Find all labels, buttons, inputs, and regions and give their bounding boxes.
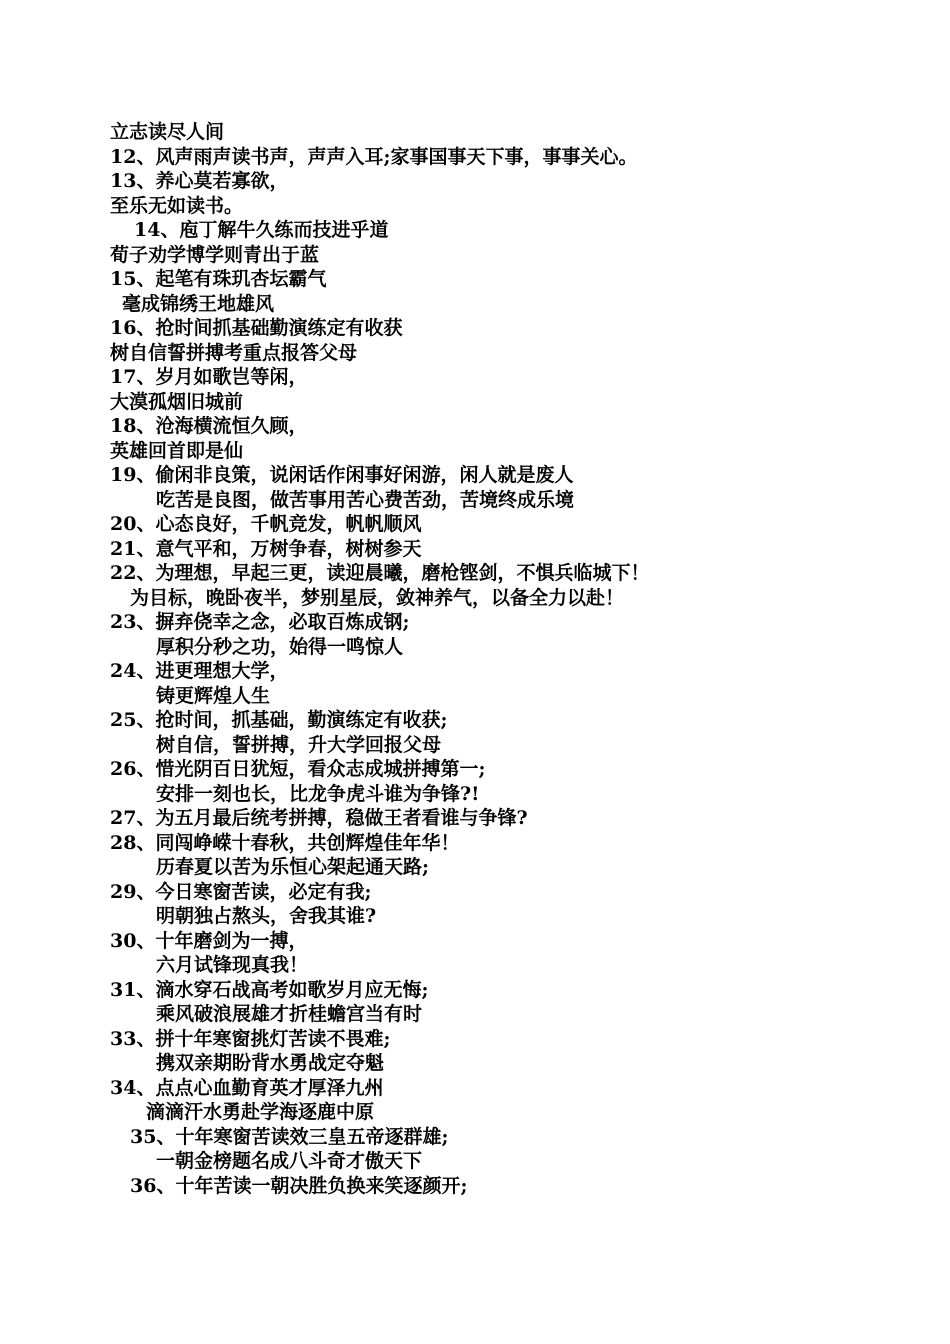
text-line: 31、滴水穿石战高考如歌岁月应无悔; <box>110 978 429 1001</box>
text-line: 六月试锋现真我！ <box>156 954 309 976</box>
text-line: 携双亲期盼背水勇战定夺魁 <box>156 1052 385 1074</box>
text-line: 22、为理想，早起三更，读迎晨曦，磨枪铿剑，不惧兵临城下！ <box>110 562 650 584</box>
text-line: 13、养心莫若寡欲， <box>110 170 289 192</box>
text-line: 34、点点心血勤育英才厚泽九州 <box>110 1076 384 1099</box>
text-line: 立志读尽人间 <box>110 121 225 143</box>
text-line: 23、摒弃侥幸之念，必取百炼成钢; <box>110 611 410 633</box>
text-line: 明朝独占熬头，舍我其谁? <box>156 905 377 927</box>
text-line: 大漠孤烟旧城前 <box>110 390 244 413</box>
text-line: 26、惜光阴百日犹短，看众志成城拼搏第一; <box>110 758 486 780</box>
text-line: 吃苦是良图，做苦事用苦心费苦劲，苦境终成乐境 <box>156 488 575 511</box>
text-line: 12、风声雨声读书声，声声入耳;家事国事天下事，事事关心。 <box>110 145 638 168</box>
text-line: 27、为五月最后统考拼搏，稳做王者看谁与争锋? <box>110 807 528 829</box>
text-line: 乘风破浪展雄才折桂蟾宫当有时 <box>156 1003 423 1025</box>
document-body <box>110 120 910 1198</box>
text-line: 18、沧海横流恒久顾， <box>110 415 308 437</box>
text-line: 16、抢时间抓基础勤演练定有收获 <box>110 317 403 339</box>
text-line: 安排一刻也长，比龙争虎斗谁为争锋?! <box>156 782 480 805</box>
text-line: 24、进更理想大学， <box>110 660 289 682</box>
text-line: 17、岁月如歌岂等闲， <box>110 366 308 388</box>
text-line: 厚积分秒之功，始得一鸣惊人 <box>156 635 404 658</box>
text-line: 30、十年磨剑为一搏， <box>110 929 308 952</box>
text-line: 25、抢时间，抓基础，勤演练定有收获; <box>110 709 448 731</box>
text-line: 树自信，誓拼搏，升大学回报父母 <box>156 733 442 756</box>
text-line: 35、十年寒窗苦读效三皇五帝逐群雄; <box>130 1125 449 1148</box>
text-line: 14、庖丁解牛久练而技进乎道 <box>134 219 389 241</box>
text-line: 历春夏以苦为乐恒心架起通天路; <box>156 856 430 878</box>
text-line: 至乐无如读书。 <box>110 194 244 217</box>
text-line: 为目标，晚卧夜半，梦别星辰，敛神养气，以备全力以赴！ <box>130 586 625 609</box>
text-line: 21、意气平和，万树争春，树树参天 <box>110 537 422 560</box>
text-line: 19、偷闲非良策，说闲话作闲事好闲游，闲人就是废人 <box>110 464 574 486</box>
text-line: 20、心态良好，千帆竞发，帆帆顺风 <box>110 513 422 535</box>
text-line: 33、拼十年寒窗挑灯苦读不畏难; <box>110 1027 391 1050</box>
text-line: 滴滴汗水勇赴学海逐鹿中原 <box>146 1101 375 1123</box>
text-line: 荀子劝学博学则青出于蓝 <box>110 243 320 266</box>
text-line: 36、十年苦读一朝决胜负换来笑逐颜开; <box>130 1174 468 1197</box>
text-line: 28、同闯峥嵘十春秋，共创辉煌佳年华！ <box>110 831 460 854</box>
text-line: 一朝金榜题名成八斗奇才傲天下 <box>156 1150 423 1172</box>
text-line: 毫成锦绣王地雄风 <box>122 292 275 315</box>
text-line: 英雄回首即是仙 <box>110 439 244 462</box>
text-line: 29、今日寒窗苦读，必定有我; <box>110 880 372 903</box>
text-line: 15、起笔有珠玑杏坛霸气 <box>110 268 327 290</box>
text-line: 树自信誓拼搏考重点报答父母 <box>110 341 358 364</box>
text-line: 铸更辉煌人生 <box>156 684 271 707</box>
